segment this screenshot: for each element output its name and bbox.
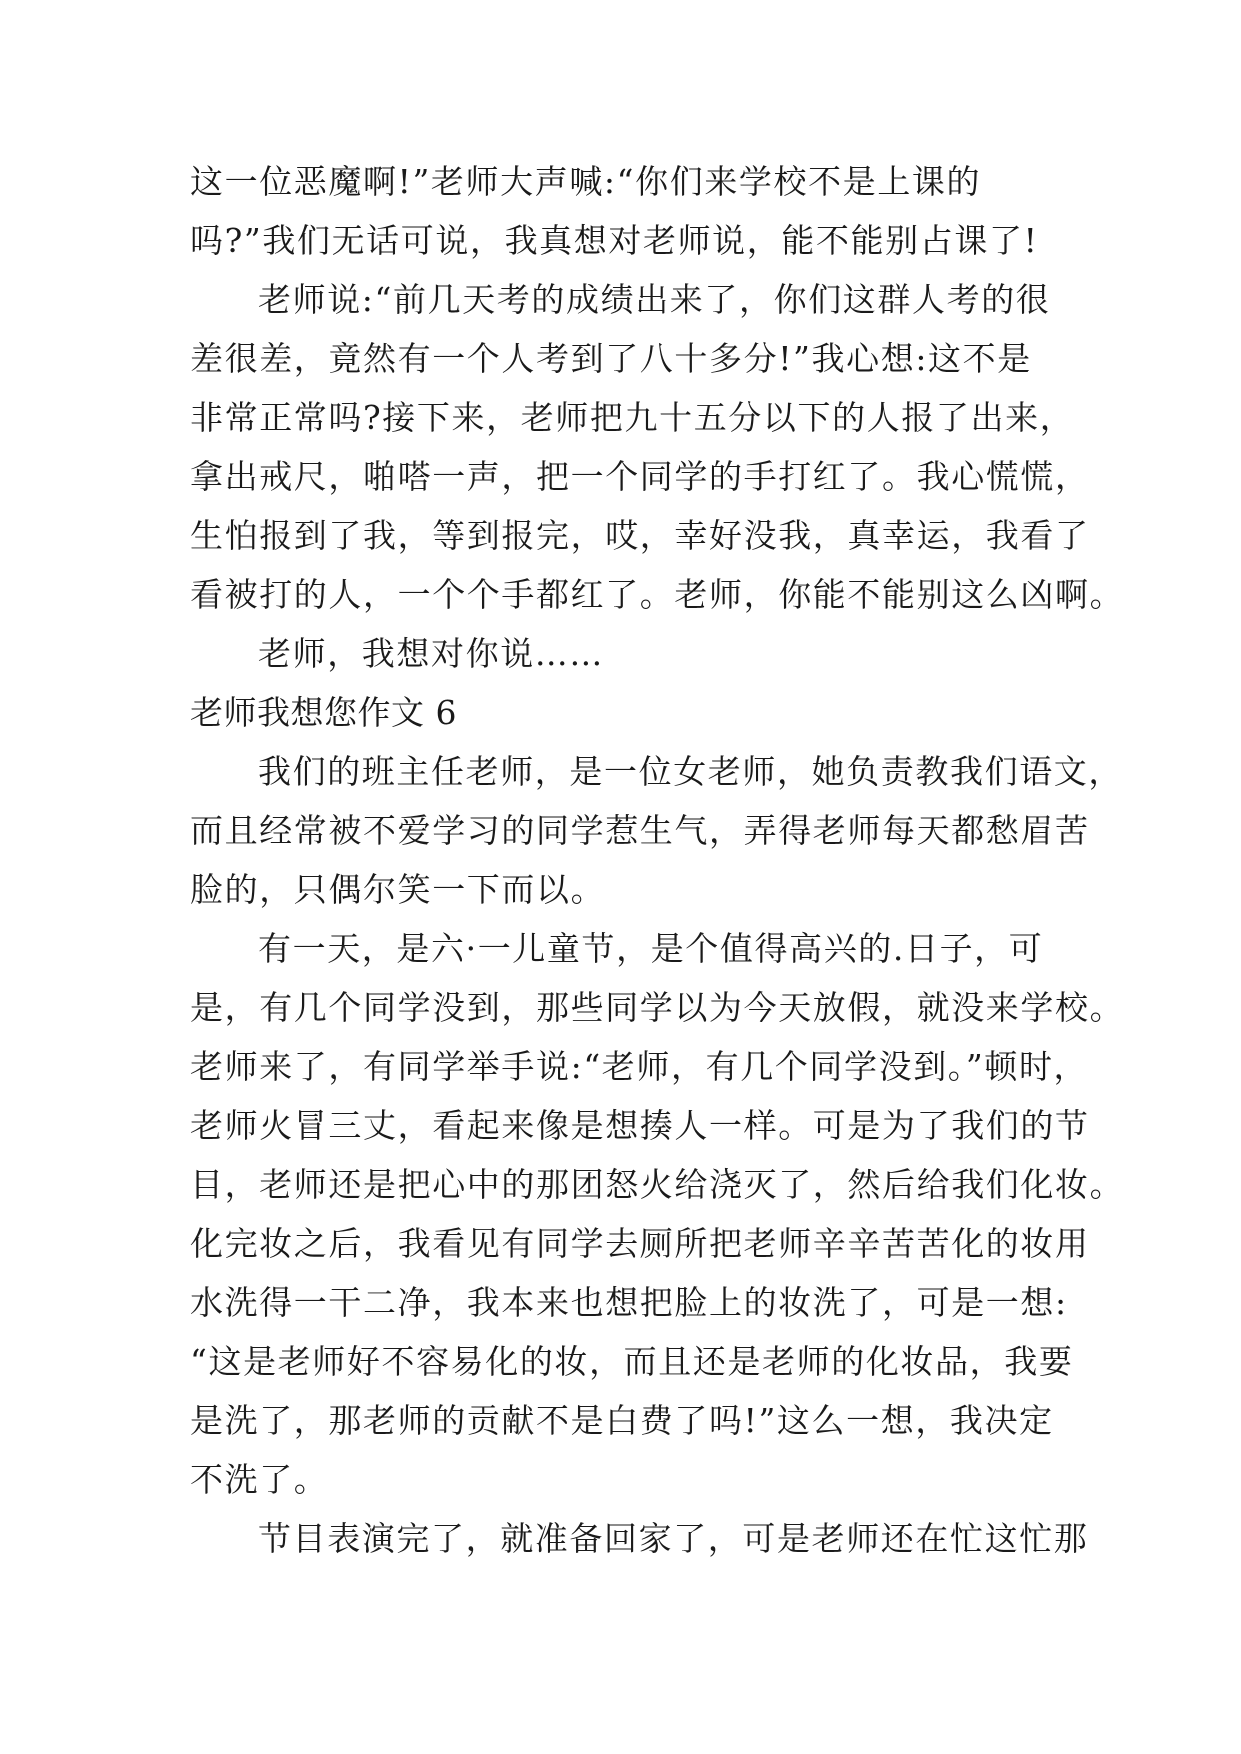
text-line: 是洗了，那老师的贡献不是白费了吗!”这么一想，我决定 xyxy=(190,1401,1054,1440)
text-line: 有一天，是六·一儿童节，是个值得高兴的.日子，可 xyxy=(258,929,1044,968)
text-line: 吗?”我们无话可说，我真想对老师说，能不能别占课了! xyxy=(190,221,1039,260)
text-line: 不洗了。 xyxy=(190,1460,329,1499)
text-line: 脸的，只偶尔笑一下而以。 xyxy=(190,870,606,909)
text-line: 这一位恶魔啊!”老师大声喊:“你们来学校不是上课的 xyxy=(190,162,982,201)
text-line: 老师说:“前几天考的成绩出来了，你们这群人考的很 xyxy=(258,280,1051,319)
text-line: 化完妆之后，我看见有同学去厕所把老师辛辛苦苦化的妆用 xyxy=(190,1224,1090,1263)
text-line: 水洗得一干二净，我本来也想把脸上的妆洗了，可是一想: xyxy=(190,1283,1068,1322)
text-line: 节目表演完了，就准备回家了，可是老师还在忙这忙那 xyxy=(258,1519,1089,1558)
text-line: 生怕报到了我，等到报完，哎，幸好没我，真幸运，我看了 xyxy=(190,516,1090,555)
text-line: 看被打的人，一个个手都红了。老师，你能不能别这么凶啊。 xyxy=(190,575,1125,614)
section-heading: 老师我想您作文 6 xyxy=(190,693,457,732)
text-line: 拿出戒尺，啪嗒一声，把一个同学的手打红了。我心慌慌， xyxy=(190,457,1090,496)
text-line: “这是老师好不容易化的妆，而且还是老师的化妆品，我要 xyxy=(190,1342,1074,1381)
essay-text xyxy=(190,152,1125,1568)
text-line: 是，有几个同学没到，那些同学以为今天放假，就没来学校。 xyxy=(190,988,1125,1027)
text-line: 我们的班主任老师，是一位女老师，她负责教我们语文， xyxy=(258,752,1123,791)
text-line: 非常正常吗?接下来，老师把九十五分以下的人报了出来， xyxy=(190,398,1075,437)
text-line: 差很差，竟然有一个人考到了八十多分!”我心想:这不是 xyxy=(190,339,1032,378)
text-line: 老师来了，有同学举手说:“老师，有几个同学没到。”顿时， xyxy=(190,1047,1089,1086)
text-line: 而且经常被不爱学习的同学惹生气，弄得老师每天都愁眉苦 xyxy=(190,811,1090,850)
text-line: 老师火冒三丈，看起来像是想揍人一样。可是为了我们的节 xyxy=(190,1106,1090,1145)
text-line: 老师，我想对你说…… xyxy=(258,634,604,673)
text-line: 目，老师还是把心中的那团怒火给浇灭了，然后给我们化妆。 xyxy=(190,1165,1125,1204)
